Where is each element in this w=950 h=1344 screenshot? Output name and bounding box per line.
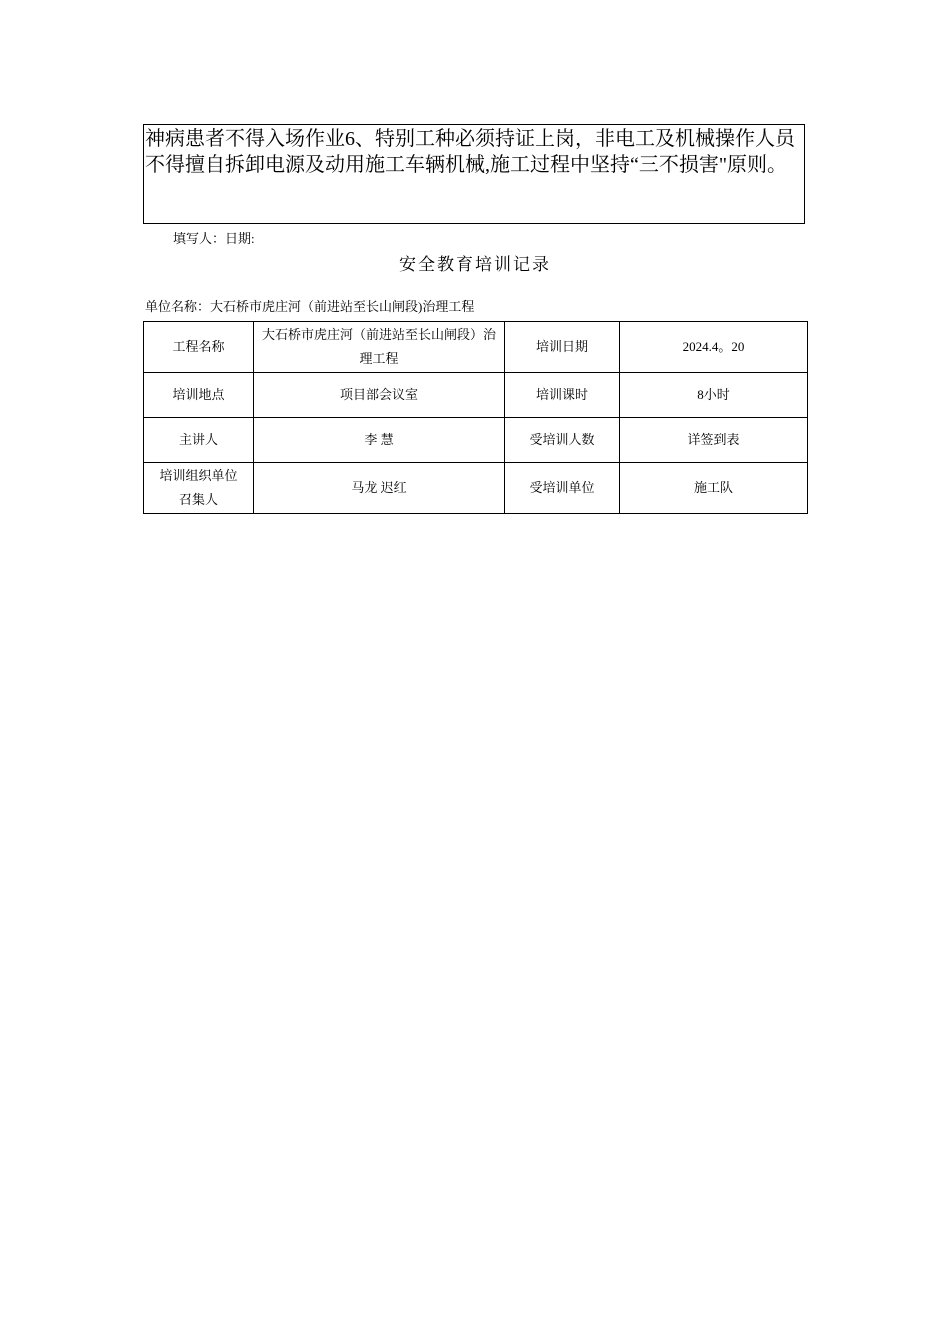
table-cell-value: 8小时 [620,373,808,418]
table-cell-value: 大石桥市虎庄河（前进站至长山闸段）治理工程 [254,322,505,373]
table-cell-label: 主讲人 [144,418,254,463]
table-cell-value: 施工队 [620,463,808,514]
table-cell-value: 2024.4。20 [620,322,808,373]
table-cell-label: 培训地点 [144,373,254,418]
table-cell-label: 培训组织单位召集人 [144,463,254,514]
table-row [144,373,808,418]
filler-date-line: 填写人：日期: [173,231,255,246]
table-cell-label: 受培训单位 [505,463,620,514]
training-record-table [143,321,808,514]
table-row [144,322,808,373]
notice-text: 神病患者不得入场作业6、特别工种必须持证上岗，非电工及机械操作人员不得擅自拆卸电源及动用施工车辆机械,施工过程中坚持“三不损害"原则。 [145,128,795,176]
table-cell-value: 项目部会议室 [254,373,505,418]
table-cell-value: 马龙 迟红 [254,463,505,514]
table-cell-label: 工程名称 [144,322,254,373]
document-title: 安全教育培训记录 [399,255,551,275]
table-cell-label: 培训日期 [505,322,620,373]
table-row [144,463,808,514]
notice-text-box [143,124,805,224]
table-row [144,418,808,463]
table-cell-value: 李 慧 [254,418,505,463]
unit-name-line: 单位名称：大石桥市虎庄河（前进站至长山闸段)治理工程 [145,299,475,314]
table-cell-label: 受培训人数 [505,418,620,463]
table-cell-label: 培训课时 [505,373,620,418]
table-cell-value: 详签到表 [620,418,808,463]
